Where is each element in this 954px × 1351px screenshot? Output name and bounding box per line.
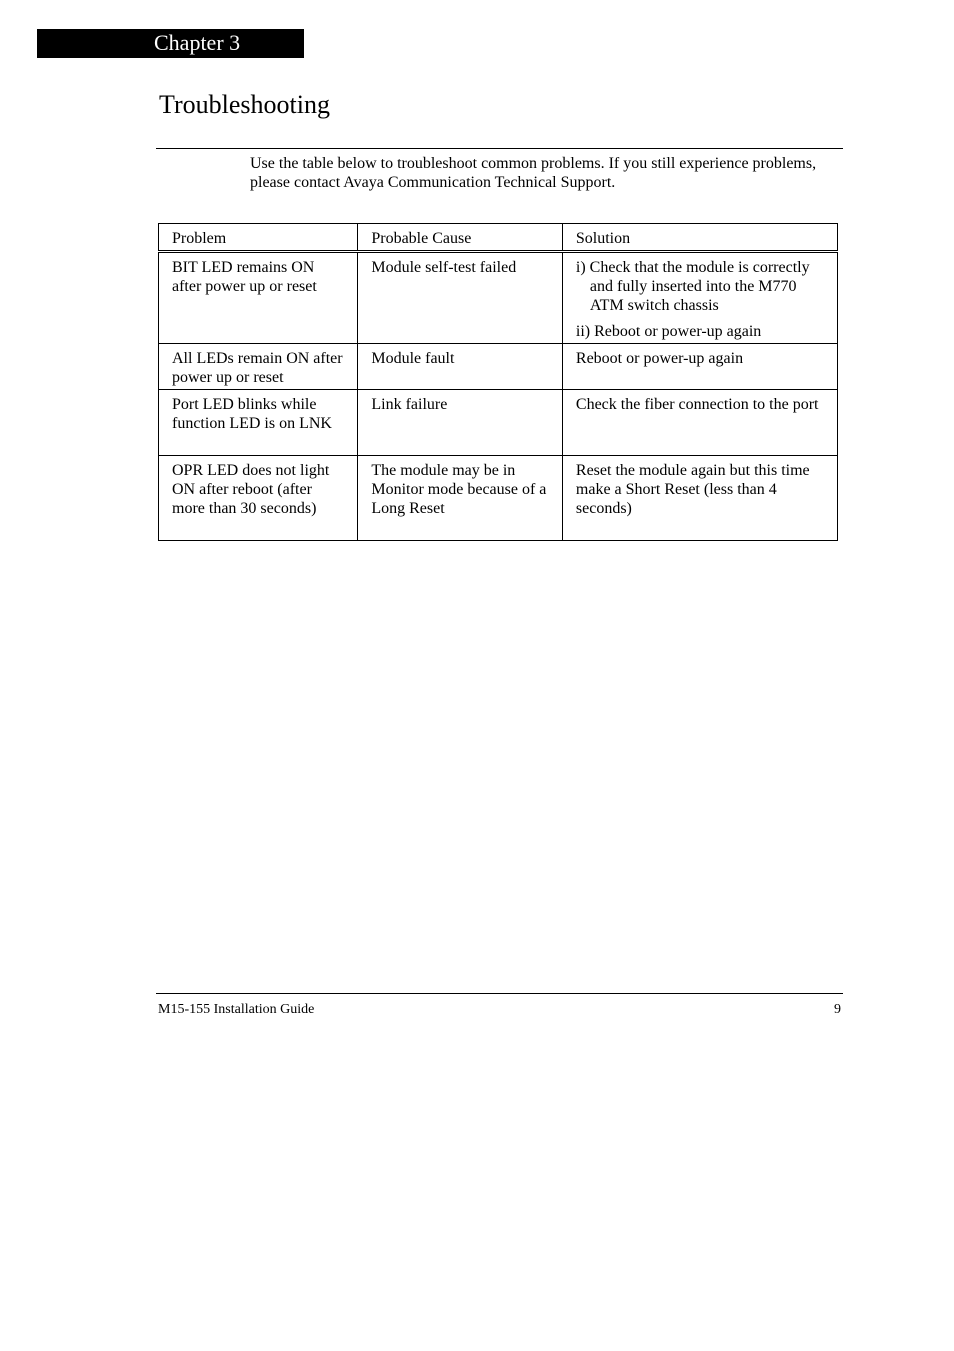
solution-cell xyxy=(562,252,837,344)
footer-page-number: 9 xyxy=(834,1002,841,1017)
footer-divider xyxy=(156,993,843,994)
table-header-row xyxy=(159,224,838,252)
title-divider xyxy=(156,148,843,149)
solution-cell: Check the fiber connection to the port xyxy=(562,390,837,456)
column-header-problem: Problem xyxy=(159,224,358,252)
intro-paragraph: Use the table below to troubleshoot common problems. If you still experience problems, please contact Avaya Communication Technical Support. xyxy=(250,155,817,191)
cause-cell: The module may be in Monitor mode because of a Long Reset xyxy=(358,456,563,541)
column-header-solution: Solution xyxy=(562,224,837,252)
problem-cell: Port LED blinks while function LED is on LNK xyxy=(159,390,358,456)
solution-step: ii) Reboot or power-up again xyxy=(575,323,762,340)
table-row xyxy=(159,252,838,344)
troubleshooting-table xyxy=(158,223,838,541)
footer-guide-name: M15-155 Installation Guide xyxy=(158,1002,315,1017)
table-row xyxy=(159,390,838,456)
problem-cell: All LEDs remain ON after power up or reset xyxy=(159,344,358,390)
chapter-label: Chapter 3 xyxy=(37,29,304,58)
solution-step: i) Check that the module is correctly and fully inserted into the M770 ATM switch chassis xyxy=(575,259,810,314)
column-header-probable-cause: Probable Cause xyxy=(358,224,563,252)
cause-cell: Module self-test failed xyxy=(358,252,563,344)
solution-cell: Reboot or power-up again xyxy=(562,344,837,390)
problem-cell: OPR LED does not light ON after reboot (after more than 30 seconds) xyxy=(159,456,358,541)
table-row xyxy=(159,344,838,390)
table-row xyxy=(159,456,838,541)
cause-cell: Module fault xyxy=(358,344,563,390)
page-title: Troubleshooting xyxy=(159,90,330,119)
solution-cell: Reset the module again but this time make a Short Reset (less than 4 seconds) xyxy=(562,456,837,541)
problem-cell: BIT LED remains ON after power up or reset xyxy=(159,252,358,344)
cause-cell: Link failure xyxy=(358,390,563,456)
